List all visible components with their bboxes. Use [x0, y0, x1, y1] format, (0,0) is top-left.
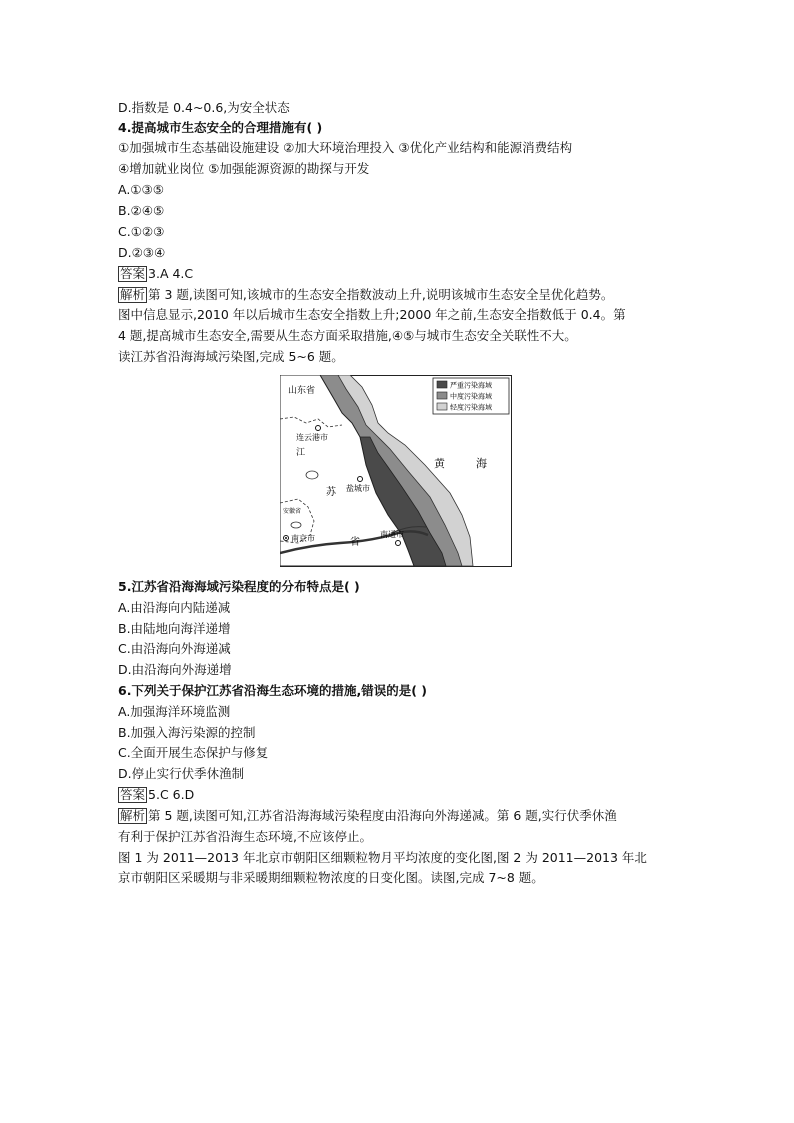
label-nanjing: 南京市 [291, 534, 315, 543]
legend-light: 轻度污染海域 [450, 403, 492, 412]
q4-option-d: D.②③④ [118, 245, 166, 260]
intro-7-8-line2: 京市朝阳区采暖期与非采暖期细颗粒物浓度的日变化图。读图,完成 7~8 题。 [118, 870, 544, 885]
q6-option-d: D.停止实行伏季休渔制 [118, 766, 245, 781]
q4-option-a: A.①③⑤ [118, 182, 164, 197]
analysis-line: 图中信息显示,2010 年以后城市生态安全指数上升;2000 年之前,生态安全指数低于 0.4。第 [118, 307, 626, 322]
answer-tag: 答案 [120, 266, 146, 281]
legend-moderate: 中度污染海域 [450, 392, 492, 401]
analysis-tag: 解析 [120, 808, 146, 823]
analysis-tag: 解析 [120, 287, 146, 302]
analysis-block-1 [118, 286, 613, 303]
q3-option-d: D.指数是 0.4~0.6,为安全状态 [118, 100, 290, 115]
label-anhui: 安徽省 [283, 508, 302, 515]
yancheng-city-marker [358, 477, 363, 482]
answer-tag: 答案 [120, 787, 146, 802]
q5-stem: 5.江苏省沿海海域污染程度的分布特点是( ) [118, 579, 360, 594]
answer-block-2 [118, 786, 194, 803]
analysis-line: 有利于保护江苏省沿海生态环境,不应该停止。 [118, 829, 372, 844]
lianyungang-city-marker [316, 426, 321, 431]
q5-option-a: A.由沿海向内陆递减 [118, 600, 231, 615]
q4-measures-line1: ①加强城市生态基础设施建设 ②加大环境治理投入 ③优化产业结构和能源消费结构 [118, 140, 573, 155]
label-shandong: 山东省 [288, 386, 316, 396]
label-huang: 黄 [434, 457, 445, 470]
map-legend [433, 378, 509, 414]
label-sheng: 省 [350, 537, 360, 548]
answer-text: 3.A 4.C [148, 266, 194, 281]
legend-severe: 严重污染海域 [450, 381, 492, 390]
answer-block-1 [118, 265, 193, 282]
q5-option-b: B.由陆地向海洋递增 [118, 621, 231, 636]
analysis-block-2 [118, 807, 617, 824]
q5-option-c: C.由沿海向外海递减 [118, 641, 231, 656]
analysis-line: 4 题,提高城市生态安全,需要从生态方面采取措施,④⑤与城市生态安全关联性不大。 [118, 328, 577, 343]
label-yancheng: 盐城市 [346, 484, 370, 493]
label-su: 苏 [326, 487, 336, 498]
q4-option-c: C.①②③ [118, 224, 165, 239]
q4-option-b: B.②④⑤ [118, 203, 165, 218]
label-nantong: 南通市 [380, 530, 404, 539]
q6-option-a: A.加强海洋环境监测 [118, 704, 231, 719]
intro-5-6: 读江苏省沿海海域污染图,完成 5~6 题。 [118, 349, 344, 364]
answer-text: 5.C 6.D [148, 787, 195, 802]
label-hai: 海 [476, 457, 487, 470]
analysis-line: 第 3 题,读图可知,该城市的生态安全指数波动上升,说明该城市生态安全呈优化趋势。 [148, 287, 614, 302]
label-jiang: 江 [296, 448, 306, 458]
analysis-line: 第 5 题,读图可知,江苏省沿海海域污染程度由沿海向外海递减。第 6 题,实行伏季休渔 [148, 808, 617, 823]
q6-stem: 6.下列关于保护江苏省沿海生态环境的措施,错误的是( ) [118, 683, 427, 698]
q4-measures-line2: ④增加就业岗位 ⑤加强能源资源的勘探与开发 [118, 161, 370, 176]
q4-stem: 4.提高城市生态安全的合理措施有( ) [118, 120, 323, 135]
q6-option-c: C.全面开展生态保护与修复 [118, 745, 269, 760]
q6-option-b: B.加强入海污染源的控制 [118, 725, 256, 740]
q5-option-d: D.由沿海向外海递增 [118, 662, 232, 677]
label-lianyungang: 连云港市 [296, 433, 328, 442]
intro-7-8-line1: 图 1 为 2011—2013 年北京市朝阳区细颗粒物月平均浓度的变化图,图 2 为 2011—2013 年北 [118, 850, 647, 865]
jiangsu-pollution-map [280, 375, 512, 567]
nantong-city-marker [396, 541, 401, 546]
